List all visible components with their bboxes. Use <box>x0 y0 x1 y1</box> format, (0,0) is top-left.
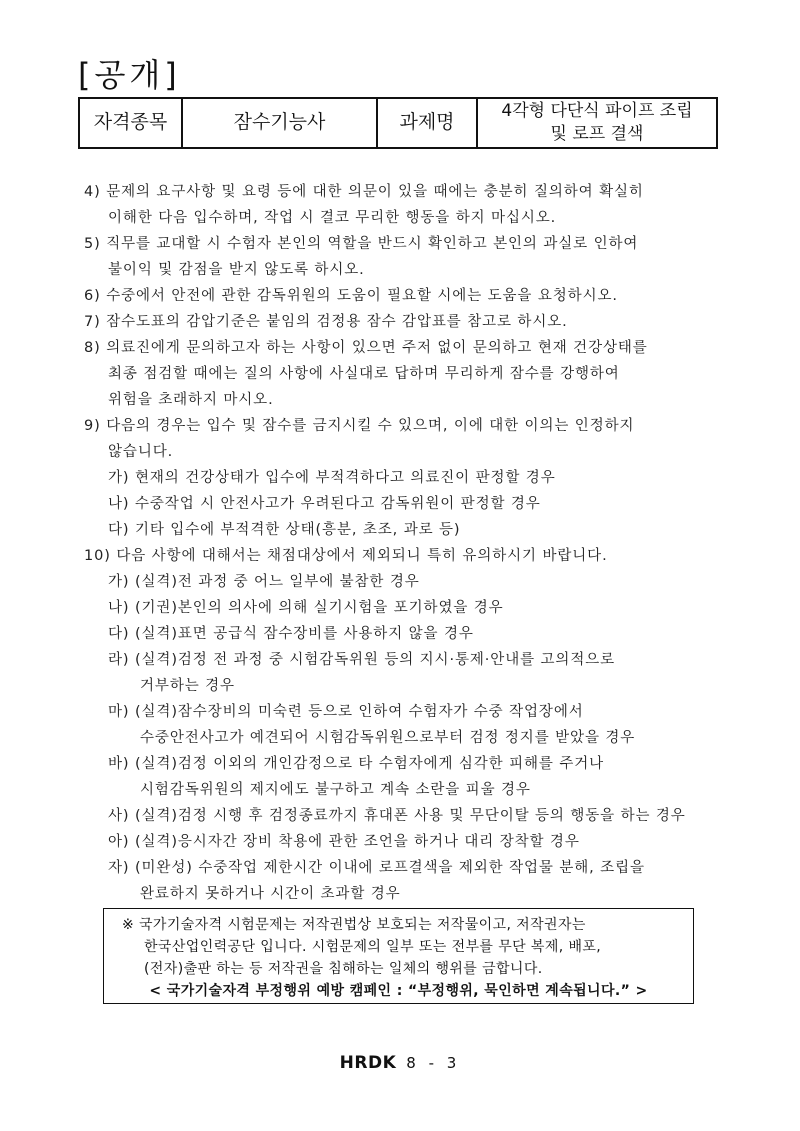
instruction-line: 이해한 다음 입수하며, 작업 시 결코 무리한 행동을 하지 마십시오. <box>108 210 557 226</box>
instruction-line: 바) (실격)검정 이외의 개인감정으로 타 수험자에게 심각한 피해를 주거나 <box>108 756 605 772</box>
instruction-line: 10) 다음 사항에 대해서는 채점대상에서 제외되니 특히 유의하시기 바랍니다. <box>84 548 608 564</box>
copyright-notice <box>103 908 694 1004</box>
instruction-line: 나) 수중작업 시 안전사고가 우려된다고 감독위원이 판정할 경우 <box>108 496 541 512</box>
instruction-line: 4) 문제의 요구사항 및 요령 등에 대한 의문이 있을 때에는 충분히 질의하여 확실히 <box>84 184 644 200</box>
instructions-body <box>84 179 734 907</box>
instruction-line: 불이익 및 감점을 받지 않도록 하시오. <box>108 262 365 278</box>
instruction-line: 가) (실격)전 과정 중 어느 일부에 불참한 경우 <box>108 574 420 590</box>
instruction-line: 않습니다. <box>108 444 174 460</box>
header-table <box>78 97 718 149</box>
instruction-line: 시험감독위원의 제지에도 불구하고 계속 소란을 피울 경우 <box>140 782 531 798</box>
instruction-line: 5) 직무를 교대할 시 수험자 본인의 역할을 반드시 확인하고 본인의 과실로 인하여 <box>84 236 639 252</box>
instruction-line: 나) (기권)본인의 의사에 의해 실기시험을 포기하였을 경우 <box>108 600 504 616</box>
notice-line: (전자)출판 하는 등 저작권을 침해하는 일체의 행위를 금합니다. <box>144 961 543 977</box>
instruction-line: 8) 의료진에게 문의하고자 하는 사항이 있으면 주저 없이 문의하고 현재 건강상태를 <box>84 340 648 356</box>
page-footer <box>0 1053 800 1073</box>
instruction-line: 위험을 초래하지 마시오. <box>108 392 274 408</box>
instruction-line: 9) 다음의 경우는 입수 및 잠수를 금지시킬 수 있으며, 이에 대한 이의는 인정하지 <box>84 418 635 434</box>
instruction-line: 6) 수중에서 안전에 관한 감독위원의 도움이 필요할 시에는 도움을 요청하시오. <box>84 288 618 304</box>
instruction-line: 거부하는 경우 <box>140 678 235 694</box>
notice-line: ※ 국가기술자격 시험문제는 저작권법상 보호되는 저작물이고, 저작권자는 <box>122 917 586 933</box>
instruction-line: 7) 잠수도표의 감압기준은 붙임의 검정용 잠수 감압표를 참고로 하시오. <box>84 314 568 330</box>
instruction-line: 자) (미완성) 수중작업 제한시간 이내에 로프결색을 제외한 작업물 분해, 조립을 <box>108 860 645 876</box>
task-title-line2: 및 로프 결색 <box>550 124 644 144</box>
hrdk-logo: HRDK <box>339 1053 397 1073</box>
campaign-line: < 국가기술자격 부정행위 예방 캠페인 : “부정행위, 묵인하면 계속됩니다.” > <box>149 983 648 999</box>
task-title <box>477 98 717 148</box>
page-number: 8 - 3 <box>406 1054 461 1072</box>
task-label: 과제명 <box>377 98 477 148</box>
notice-line: 한국산업인력공단 입니다. 시험문제의 일부 또는 전부를 무단 복제, 배포, <box>144 939 602 955</box>
instruction-line: 라) (실격)검정 전 과정 중 시험감독위원 등의 지시·통제·안내를 고의적으로 <box>108 652 616 668</box>
instruction-line: 완료하지 못하거나 시간이 초과할 경우 <box>140 886 401 902</box>
instruction-line: 다) 기타 입수에 부적격한 상태(흥분, 초조, 과로 등) <box>108 522 461 538</box>
instruction-line: 마) (실격)잠수장비의 미숙련 등으로 인하여 수험자가 수중 작업장에서 <box>108 704 584 720</box>
instruction-line: 가) 현재의 건강상태가 입수에 부적격하다고 의료진이 판정할 경우 <box>108 470 556 486</box>
instruction-line: 다) (실격)표면 공급식 잠수장비를 사용하지 않을 경우 <box>108 626 474 642</box>
page-tag: [공개] <box>78 56 181 94</box>
instruction-line: 최종 점검할 때에는 질의 사항에 사실대로 답하며 무리하게 잠수를 강행하여 <box>108 366 620 382</box>
category-label: 자격종목 <box>79 98 182 148</box>
instruction-line: 수중안전사고가 예견되어 시험감독위원으로부터 검정 정지를 받았을 경우 <box>140 730 636 746</box>
category-value: 잠수기능사 <box>182 98 377 148</box>
instruction-line: 아) (실격)응시자간 장비 착용에 관한 조언을 하거나 대리 장착할 경우 <box>108 834 580 850</box>
instruction-line: 사) (실격)검정 시행 후 검정종료까지 휴대폰 사용 및 무단이탈 등의 행동을 하는 경우 <box>108 808 686 824</box>
task-title-line1: 4각형 다단식 파이프 조립 <box>501 101 693 122</box>
